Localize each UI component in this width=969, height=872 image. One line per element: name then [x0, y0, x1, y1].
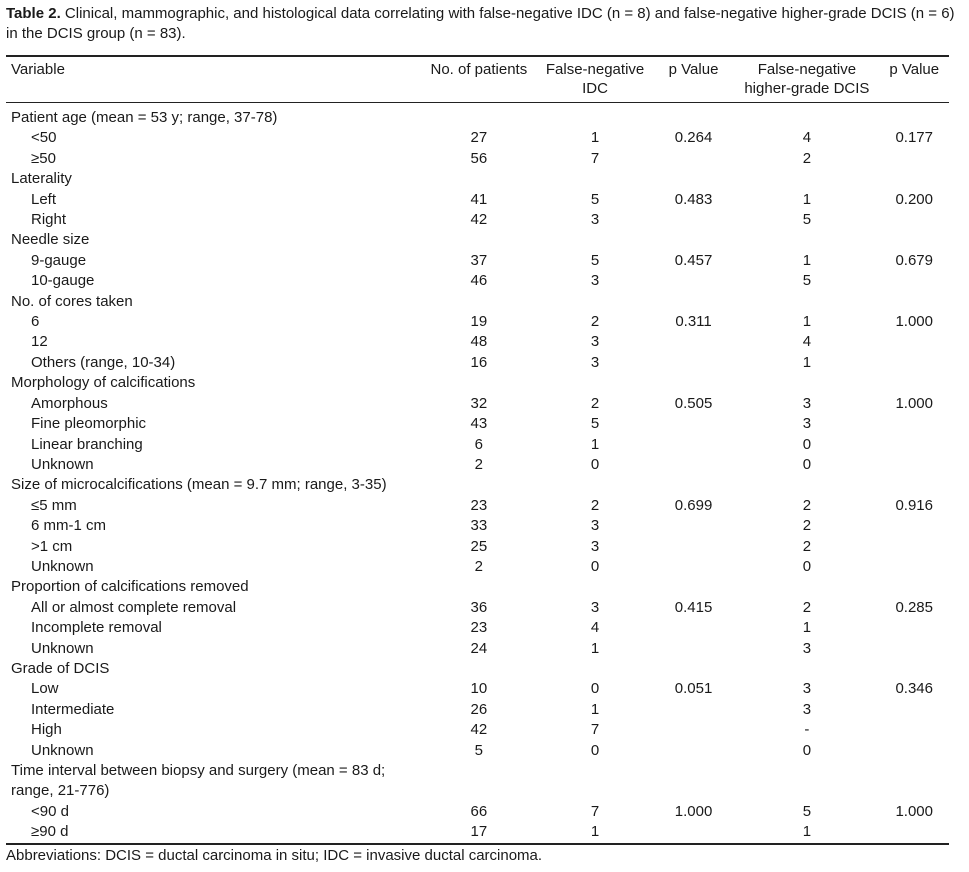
cell-p-value-idc — [653, 659, 735, 679]
cell-variable: Patient age (mean = 53 y; range, 37-78) — [11, 109, 278, 126]
table-row — [6, 516, 949, 536]
cell-variable: Size of microcalcifications (mean = 9.7 mm; range, 3-35) — [11, 476, 387, 494]
cell-no-of-patients: 33 — [470, 517, 488, 535]
table-row — [6, 618, 949, 638]
cell-no-of-patients — [420, 761, 537, 802]
header-row — [6, 56, 949, 103]
cell-p-value-dcis: 0.285 — [895, 598, 933, 616]
cell-no-of-patients: 26 — [470, 700, 488, 718]
cell-no-of-patients: 56 — [470, 149, 488, 167]
cell-variable: High — [31, 721, 62, 739]
cell-no-of-patients — [420, 169, 537, 189]
table-caption — [6, 4, 964, 43]
cell-p-value-idc: 0.051 — [674, 680, 713, 698]
cell-false-negative-idc — [537, 577, 652, 597]
table-row — [6, 598, 949, 618]
cell-false-negative-idc: 7 — [590, 721, 600, 739]
cell-p-value-idc — [653, 516, 735, 536]
cell-p-value-dcis — [879, 103, 949, 129]
cell-false-negative-dcis — [734, 577, 879, 597]
cell-p-value-dcis: 1.000 — [895, 313, 933, 331]
cell-false-negative-idc: 5 — [590, 190, 600, 208]
cell-false-negative-idc: 3 — [590, 537, 600, 555]
cell-false-negative-idc — [537, 169, 652, 189]
cell-false-negative-idc — [537, 761, 652, 802]
header-variable: Variable — [6, 56, 420, 103]
cell-variable: Others (range, 10-34) — [31, 353, 176, 371]
cell-false-negative-dcis: 5 — [802, 272, 812, 290]
cell-variable: Unknown — [31, 639, 94, 657]
cell-no-of-patients: 2 — [474, 455, 484, 473]
cell-p-value-idc — [653, 103, 735, 129]
cell-false-negative-idc: 3 — [590, 353, 600, 371]
cell-p-value-dcis — [879, 435, 949, 455]
cell-false-negative-idc: 3 — [590, 598, 600, 616]
cell-false-negative-dcis: 1 — [802, 313, 812, 331]
data-table — [6, 55, 949, 845]
cell-no-of-patients — [420, 292, 537, 312]
cell-p-value-dcis — [879, 475, 949, 495]
cell-variable: Morphology of calcifications — [11, 374, 196, 392]
cell-p-value-dcis — [879, 169, 949, 189]
cell-false-negative-dcis: 2 — [802, 537, 812, 555]
cell-false-negative-idc — [537, 103, 652, 129]
cell-no-of-patients: 43 — [470, 415, 488, 433]
cell-no-of-patients: 36 — [470, 598, 488, 616]
cell-false-negative-dcis: 0 — [802, 455, 812, 473]
cell-variable: Unknown — [31, 557, 94, 575]
cell-false-negative-idc — [537, 373, 652, 393]
cell-false-negative-dcis: 3 — [802, 394, 812, 412]
cell-variable: 12 — [31, 333, 48, 351]
cell-variable: >1 cm — [31, 537, 73, 555]
cell-p-value-idc — [653, 761, 735, 802]
cell-p-value-dcis — [879, 516, 949, 536]
cell-variable: Proportion of calcifications removed — [11, 578, 249, 596]
cell-p-value-dcis: 1.000 — [895, 394, 933, 412]
cell-variable: Needle size — [11, 231, 90, 249]
cell-no-of-patients — [420, 475, 537, 495]
cell-false-negative-idc: 7 — [590, 802, 600, 820]
cell-false-negative-idc: 0 — [590, 557, 600, 575]
cell-no-of-patients: 23 — [470, 496, 488, 514]
cell-p-value-dcis: 0.200 — [895, 190, 933, 208]
cell-no-of-patients: 42 — [470, 721, 488, 739]
cell-false-negative-dcis — [734, 103, 879, 129]
cell-variable: Time interval between biopsy and surgery (mean = 83 d; range, 21-776) — [11, 762, 386, 800]
cell-false-negative-idc: 2 — [590, 496, 600, 514]
cell-p-value-dcis — [879, 577, 949, 597]
cell-false-negative-idc: 0 — [590, 455, 600, 473]
table-row — [6, 639, 949, 659]
cell-false-negative-dcis: - — [804, 721, 810, 739]
header-false-negative-dcis: False-negative higher-grade DCIS — [734, 56, 879, 103]
cell-false-negative-dcis: 5 — [802, 211, 812, 229]
cell-false-negative-idc — [537, 475, 652, 495]
cell-no-of-patients: 10 — [470, 680, 488, 698]
cell-variable: Fine pleomorphic — [31, 415, 147, 433]
cell-no-of-patients: 17 — [420, 822, 537, 843]
table-row — [6, 332, 949, 352]
cell-no-of-patients: 19 — [470, 313, 488, 331]
header-false-negative-idc: False-negative IDC — [537, 56, 652, 103]
cell-false-negative-idc: 3 — [590, 333, 600, 351]
cell-p-value-idc — [653, 720, 735, 740]
cell-variable: Amorphous — [31, 394, 108, 412]
cell-p-value-dcis — [879, 271, 949, 291]
cell-p-value-idc: 0.699 — [674, 496, 713, 514]
cell-false-negative-idc: 1 — [590, 129, 600, 147]
table-row — [6, 557, 949, 577]
cell-variable: No. of cores taken — [11, 292, 133, 310]
cell-p-value-dcis — [879, 230, 949, 250]
cell-variable: Grade of DCIS — [11, 659, 110, 677]
cell-no-of-patients: 2 — [474, 557, 484, 575]
cell-p-value-idc — [653, 618, 735, 638]
cell-variable: 10-gauge — [31, 272, 95, 290]
cell-p-value-dcis — [879, 455, 949, 475]
cell-variable: <50 — [31, 129, 57, 147]
cell-no-of-patients — [420, 103, 537, 129]
cell-no-of-patients: 32 — [470, 394, 488, 412]
cell-false-negative-idc: 1 — [590, 435, 600, 453]
table-row — [6, 251, 949, 271]
cell-p-value-idc — [653, 230, 735, 250]
table-row — [6, 414, 949, 434]
table-group-row — [6, 103, 949, 129]
cell-false-negative-dcis: 3 — [802, 639, 812, 657]
cell-p-value-idc: 0.311 — [675, 313, 712, 331]
header-no-of-patients: No. of patients — [420, 56, 537, 103]
table-footnote: Abbreviations: DCIS = ductal carcinoma in situ; IDC = invasive ductal carcinoma. — [6, 847, 543, 864]
cell-false-negative-dcis: 3 — [802, 680, 812, 698]
table-row — [6, 149, 949, 169]
cell-false-negative-dcis — [734, 292, 879, 312]
cell-false-negative-idc: 2 — [590, 394, 600, 412]
table-row — [6, 435, 949, 455]
cell-false-negative-dcis: 3 — [802, 700, 812, 718]
cell-variable: Intermediate — [31, 700, 115, 718]
cell-p-value-dcis: 0.679 — [895, 251, 933, 269]
cell-p-value-idc — [653, 210, 735, 230]
table-row — [6, 700, 949, 720]
cell-variable: Unknown — [31, 741, 94, 759]
cell-variable: Left — [31, 190, 57, 208]
cell-p-value-dcis — [879, 353, 949, 373]
cell-p-value-dcis — [879, 720, 949, 740]
cell-variable: Low — [31, 680, 59, 698]
table-group-row — [6, 475, 949, 495]
header-p-value-dcis: p Value — [879, 56, 949, 103]
cell-p-value-idc — [653, 292, 735, 312]
cell-no-of-patients — [420, 373, 537, 393]
cell-false-negative-dcis: 0 — [802, 435, 812, 453]
cell-p-value-dcis — [879, 292, 949, 312]
cell-p-value-dcis — [879, 332, 949, 352]
caption-text: Clinical, mammographic, and histological data correlating with false-negative IDC (n = 8) and false-negative higher-grade DCIS (n = 6) in the DCIS group (n = 83). — [6, 5, 955, 42]
cell-p-value-dcis — [879, 414, 949, 434]
cell-variable: Incomplete removal — [31, 619, 162, 637]
cell-false-negative-dcis: 3 — [802, 415, 812, 433]
table-group-row — [6, 659, 949, 679]
cell-variable: Laterality — [11, 170, 72, 188]
cell-variable: 9-gauge — [31, 251, 87, 269]
table-row — [6, 822, 949, 843]
table-group-row — [6, 761, 949, 802]
cell-no-of-patients: 27 — [470, 129, 488, 147]
cell-false-negative-dcis: 0 — [802, 741, 812, 759]
cell-variable: ≥90 d — [6, 822, 420, 843]
cell-false-negative-dcis: 2 — [802, 496, 812, 514]
cell-false-negative-dcis: 1 — [802, 190, 812, 208]
cell-false-negative-idc: 5 — [590, 415, 600, 433]
cell-false-negative-dcis: 1 — [802, 619, 812, 637]
cell-no-of-patients: 41 — [470, 190, 488, 208]
cell-p-value-idc: 0.483 — [674, 190, 713, 208]
table-row — [6, 537, 949, 557]
cell-no-of-patients: 37 — [470, 251, 488, 269]
cell-false-negative-dcis — [734, 659, 879, 679]
cell-false-negative-dcis — [734, 475, 879, 495]
table-row — [6, 496, 949, 516]
cell-p-value-dcis — [879, 822, 949, 843]
cell-p-value-dcis — [879, 639, 949, 659]
cell-p-value-dcis — [879, 741, 949, 761]
cell-p-value-dcis — [879, 210, 949, 230]
cell-variable: 6 mm-1 cm — [31, 517, 106, 535]
cell-false-negative-dcis: 2 — [802, 149, 812, 167]
cell-false-negative-dcis: 5 — [802, 802, 812, 820]
cell-false-negative-dcis: 4 — [802, 333, 812, 351]
table-row — [6, 720, 949, 740]
cell-p-value-idc — [653, 435, 735, 455]
cell-false-negative-dcis: 1 — [734, 822, 879, 843]
cell-p-value-idc — [653, 639, 735, 659]
cell-false-negative-dcis: 2 — [802, 517, 812, 535]
cell-false-negative-dcis: 0 — [802, 557, 812, 575]
cell-p-value-dcis — [879, 373, 949, 393]
cell-p-value-dcis: 1.000 — [895, 802, 933, 820]
cell-false-negative-idc: 0 — [590, 680, 600, 698]
header-p-value-idc: p Value — [653, 56, 735, 103]
cell-no-of-patients: 23 — [470, 619, 488, 637]
cell-no-of-patients: 25 — [470, 537, 488, 555]
cell-p-value-idc — [653, 149, 735, 169]
cell-false-negative-idc: 1 — [537, 822, 652, 843]
cell-p-value-idc — [653, 700, 735, 720]
cell-variable: 6 — [31, 313, 40, 331]
table-group-row — [6, 373, 949, 393]
cell-no-of-patients: 46 — [470, 272, 488, 290]
table-group-row — [6, 230, 949, 250]
cell-variable: All or almost complete removal — [31, 598, 237, 616]
cell-p-value-idc — [653, 557, 735, 577]
cell-false-negative-idc — [537, 292, 652, 312]
cell-false-negative-dcis — [734, 373, 879, 393]
cell-false-negative-dcis: 2 — [802, 598, 812, 616]
cell-p-value-idc — [653, 332, 735, 352]
cell-p-value-idc — [653, 577, 735, 597]
table-row — [6, 271, 949, 291]
cell-no-of-patients: 6 — [474, 435, 484, 453]
cell-p-value-idc — [653, 475, 735, 495]
cell-p-value-dcis — [879, 537, 949, 557]
cell-false-negative-idc: 4 — [590, 619, 600, 637]
cell-p-value-idc: 0.415 — [674, 598, 713, 616]
cell-false-negative-dcis — [734, 230, 879, 250]
cell-false-negative-idc: 3 — [590, 272, 600, 290]
cell-no-of-patients — [420, 659, 537, 679]
cell-no-of-patients — [420, 577, 537, 597]
cell-p-value-idc: 0.264 — [674, 129, 713, 147]
cell-false-negative-idc: 0 — [590, 741, 600, 759]
cell-p-value-dcis: 0.346 — [895, 680, 933, 698]
cell-false-negative-idc: 1 — [590, 700, 600, 718]
table-row — [6, 312, 949, 332]
cell-false-negative-dcis — [734, 169, 879, 189]
cell-no-of-patients: 66 — [470, 802, 488, 820]
table-group-row — [6, 577, 949, 597]
cell-false-negative-idc: 3 — [590, 211, 600, 229]
cell-p-value-idc: 1.000 — [674, 802, 713, 820]
cell-p-value-dcis — [879, 557, 949, 577]
cell-p-value-idc — [653, 353, 735, 373]
cell-false-negative-idc: 7 — [590, 149, 600, 167]
cell-variable: Linear branching — [31, 435, 143, 453]
table-group-row — [6, 292, 949, 312]
cell-false-negative-idc — [537, 230, 652, 250]
caption-label: Table 2. — [6, 5, 61, 22]
cell-no-of-patients: 24 — [470, 639, 488, 657]
table-row — [6, 741, 949, 761]
cell-variable: <90 d — [31, 802, 69, 820]
cell-p-value-dcis — [879, 618, 949, 638]
cell-p-value-dcis: 0.916 — [895, 496, 933, 514]
cell-no-of-patients: 42 — [470, 211, 488, 229]
cell-no-of-patients: 48 — [470, 333, 488, 351]
table-row — [6, 394, 949, 414]
table-row — [6, 190, 949, 210]
cell-p-value-idc — [653, 741, 735, 761]
cell-p-value-idc — [653, 414, 735, 434]
table-row — [6, 455, 949, 475]
cell-false-negative-idc — [537, 659, 652, 679]
cell-no-of-patients: 5 — [474, 741, 484, 759]
cell-false-negative-dcis — [734, 761, 879, 802]
cell-p-value-idc: 0.457 — [674, 251, 713, 269]
cell-false-negative-dcis: 1 — [802, 251, 812, 269]
cell-p-value-idc — [653, 271, 735, 291]
cell-no-of-patients — [420, 230, 537, 250]
table-group-row — [6, 169, 949, 189]
cell-p-value-idc — [653, 537, 735, 557]
cell-variable: ≥50 — [31, 149, 56, 167]
cell-false-negative-idc: 2 — [590, 313, 600, 331]
cell-p-value-idc — [653, 455, 735, 475]
cell-p-value-idc — [653, 822, 735, 843]
table-body — [6, 103, 949, 844]
table-row — [6, 210, 949, 230]
cell-no-of-patients: 16 — [470, 353, 488, 371]
cell-p-value-dcis: 0.177 — [895, 129, 933, 147]
cell-false-negative-dcis: 1 — [802, 353, 812, 371]
cell-false-negative-idc: 5 — [590, 251, 600, 269]
cell-p-value-idc — [653, 373, 735, 393]
table-row — [6, 353, 949, 373]
cell-p-value-dcis — [879, 700, 949, 720]
cell-p-value-dcis — [879, 761, 949, 802]
cell-p-value-idc — [653, 169, 735, 189]
cell-variable: ≤5 mm — [31, 496, 77, 514]
table-row — [6, 679, 949, 699]
cell-p-value-dcis — [879, 659, 949, 679]
cell-p-value-dcis — [879, 149, 949, 169]
cell-variable: Right — [31, 211, 67, 229]
cell-variable: Unknown — [31, 455, 94, 473]
cell-p-value-idc: 0.505 — [674, 394, 713, 412]
cell-false-negative-idc: 3 — [590, 517, 600, 535]
cell-false-negative-idc: 1 — [590, 639, 600, 657]
table-row — [6, 128, 949, 148]
cell-false-negative-dcis: 4 — [802, 129, 812, 147]
table-row — [6, 802, 949, 822]
